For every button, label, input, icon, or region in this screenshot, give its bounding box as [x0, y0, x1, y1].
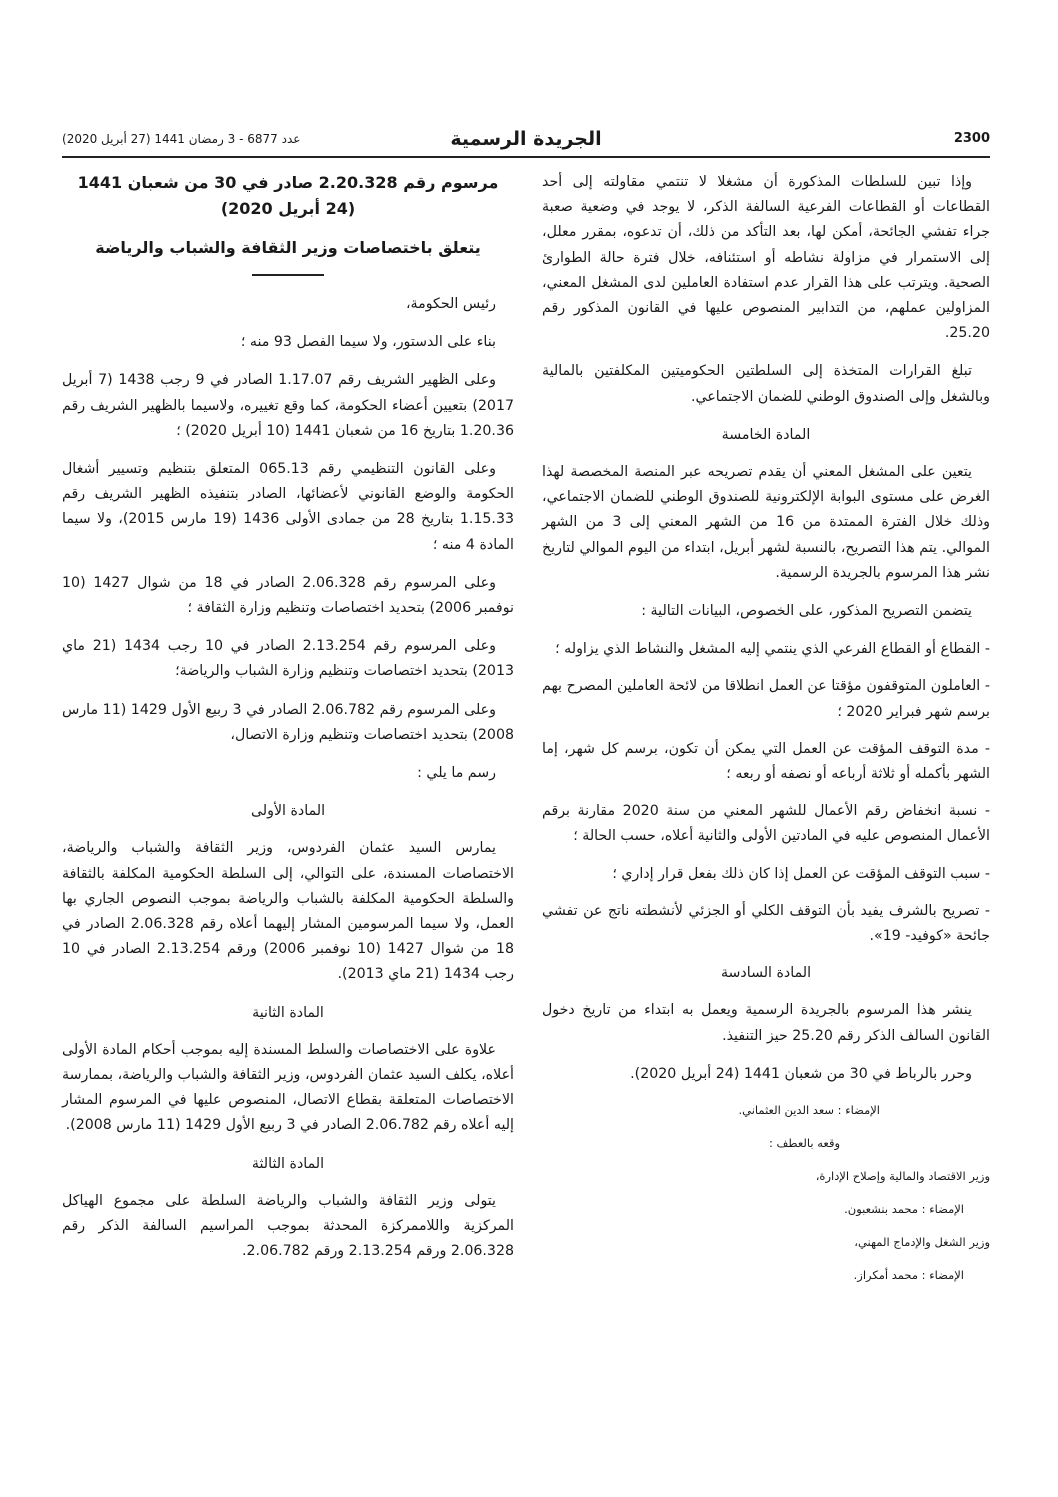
- signature-block: [542, 1100, 990, 1285]
- paragraph: يتولى وزير الثقافة والشباب والرياضة السلطة على مجموع الهياكل المركزية واللاممركزة المحدثة بموجب المراسيم السالفة الذكر رقم 2.06.328 ورقم 2.13.254 ورقم 2.06.782.: [62, 1192, 514, 1260]
- list-item: - تصريح بالشرف يفيد بأن التوقف الكلي أو الجزئي لأنشطته ناتج عن تفشي جائحة «كوفيد- 19».: [542, 902, 990, 945]
- list-item: - العاملون المتوقفون مؤقتا عن العمل انطلاقا من لائحة العاملين المصرح بهم برسم شهر فبراير 2020 ؛: [542, 678, 990, 720]
- paragraph: وعلى المرسوم رقم 2.06.782 الصادر في 3 ربيع الأول 1429 (11 مارس 2008) بتحديد اختصاصات وتنظيم وزارة الاتصال،: [62, 701, 514, 743]
- page-number: 2300: [953, 131, 990, 146]
- list-item: - سبب التوقف المؤقت عن العمل إذا كان ذلك بفعل قرار إداري ؛: [612, 865, 990, 882]
- date-line: وحرر بالرباط في 30 من شعبان 1441 (24 أبريل 2020).: [630, 1065, 972, 1082]
- paragraph: علاوة على الاختصاصات والسلط المسندة إليه بموجب أحكام المادة الأولى أعلاه، يكلف السيد عثمان الفردوس، وزير الثقافة والشباب والرياضة، بممارسة الاختصاصات المتعلقة بقطاع الاتصال، المنصوص عليها في المرسوم المشار إليه أعلاه رقم 2.06.782 الصادر في 3 ربيع الأول 1429 (11 مارس 2008).: [62, 1041, 514, 1134]
- right-column: [542, 170, 990, 1298]
- paragraph: وعلى الظهير الشريف رقم 1.17.07 الصادر في 9 رجب 1438 (7 أبريل 2017) بتعيين أعضاء الحكومة، كما وقع تغييره، ولاسيما بالظهير الشريف رقم 1.20.36 بتاريخ 16 من شعبان 1441 (10 أبريل 2020) ؛: [62, 372, 514, 439]
- issue-info: عدد 6877 - 3 رمضان 1441 (27 أبريل 2020): [62, 132, 301, 146]
- declaration-list: [542, 637, 990, 949]
- article-heading: المادة الثالثة: [251, 1155, 325, 1172]
- article-heading: المادة الأولى: [250, 803, 326, 820]
- decree-subtitle: يتعلق باختصاصات وزير الثقافة والشباب والرياضة: [95, 238, 481, 257]
- list-item: - القطاع أو القطاع الفرعي الذي ينتمي إليه المشغل والنشاط الذي يزاوله ؛: [555, 641, 990, 658]
- title-divider: [252, 274, 324, 276]
- header-rule: [62, 156, 990, 158]
- paragraph: بناء على الدستور، ولا سيما الفصل 93 منه ؛: [240, 334, 496, 351]
- minister-signature: الإمضاء : محمد بنشعبون.: [844, 1202, 964, 1217]
- page-header: [62, 128, 990, 152]
- gazette-title: الجريدة الرسمية: [450, 128, 602, 150]
- countersign-label: وقعه بالعطف :: [768, 1136, 840, 1151]
- paragraph: وعلى المرسوم رقم 2.06.328 الصادر في 18 من شوال 1427 (10 نوفمبر 2006) بتحديد اختصاصات وتنظيم وزارة الثقافة ؛: [62, 574, 514, 617]
- list-item: - مدة التوقف المؤقت عن العمل التي يمكن أن تكون، برسم كل شهر، إما الشهر بأكمله أو ثلاثة أرباعه أو نصفه أو ربعه ؛: [542, 740, 990, 783]
- left-column: [62, 170, 514, 1278]
- paragraph: تبلغ القرارات المتخذة إلى السلطتين الحكوميتين المكلفتين بالمالية وبالشغل وإلى الصندوق الوطني للضمان الاجتماعي.: [542, 363, 990, 405]
- article-heading: المادة الثانية: [252, 1004, 324, 1021]
- paragraph: رسم ما يلي :: [417, 765, 496, 782]
- signature-pm: الإمضاء : سعد الدين العثماني.: [738, 1103, 880, 1118]
- head-of-government: رئيس الحكومة،: [405, 296, 496, 312]
- paragraph: يمارس السيد عثمان الفردوس، وزير الثقافة والشباب والرياضة، الاختصاصات المسندة، على التوالي، إلى السلطة الحكومية المكلفة بالثقافة والسلطة الحكومية المكلفة بالشباب والرياضة بموجب النصوص الجاري بها العمل، ولا سيما المرسومين المشار إليهما أعلاه رقم 2.06.328 الصادر في 18 من شوال 1427 (10 نوفمبر 2006) ورقم 2.13.254 الصادر في 10 رجب 1434 (21 ماي 2013).: [62, 840, 515, 983]
- paragraph: وإذا تبين للسلطات المذكورة أن مشغلا لا تنتمي مقاولته إلى أحد القطاعات أو القطاعات الفرعية السالفة الذكر، لا يوجد في وضعية صعبة جراء تفشي الجائحة، أمكن لها، بعد التأكد من ذلك، أن تدعوه، بمقرر معلل، إلى الاستمرار في مزاولة نشاطه أو استئنافه، خلال فترة حالة الطوارئ الصحية. ويترتب على هذا القرار عدم استفادة العاملين لدى المشغل المعني، المزاولين عملهم، من التدابير المنصوص عليها في القانون المذكور رقم 25.20.: [542, 174, 990, 342]
- paragraph: ينشر هذا المرسوم بالجريدة الرسمية ويعمل به ابتداء من تاريخ دخول القانون السالف الذكر رقم 25.20 حيز التنفيذ.: [542, 1002, 990, 1044]
- minister-signature: الإمضاء : محمد أمكراز.: [853, 1268, 964, 1283]
- decree-title: مرسوم رقم 2.20.328 صادر في 30 من شعبان 1441 (24 أبريل 2020): [77, 173, 499, 218]
- article-heading: المادة السادسة: [720, 965, 812, 982]
- list-item: - نسبة انخفاض رقم الأعمال للشهر المعني من سنة 2020 مقارنة برقم الأعمال المنصوص عليه في المادتين الأولى والثانية أعلاه، حسب الحالة ؛: [542, 803, 990, 845]
- paragraph: وعلى المرسوم رقم 2.13.254 الصادر في 10 رجب 1434 (21 ماي 2013) بتحديد اختصاصات وتنظيم وزارة الشباب والرياضة؛: [62, 638, 514, 680]
- article-heading: المادة الخامسة: [721, 426, 811, 443]
- paragraph: يتضمن التصريح المذكور، على الخصوص، البيانات التالية :: [641, 603, 972, 620]
- minister-title: وزير الاقتصاد والمالية وإصلاح الإدارة،: [815, 1169, 990, 1184]
- paragraph: وعلى القانون التنظيمي رقم 065.13 المتعلق بتنظيم وتسيير أشغال الحكومة والوضع القانوني لأعضائها، الصادر بتنفيذه الظهير الشريف رقم 1.15.33 بتاريخ 28 من جمادى الأولى 1436 (19 مارس 2015)، ولا سيما المادة 4 منه ؛: [62, 461, 514, 553]
- paragraph: يتعين على المشغل المعني أن يقدم تصريحه عبر المنصة المخصصة لهذا الغرض على مستوى البوابة الإلكترونية للصندوق الوطني للضمان الاجتماعي، وذلك خلال الفترة الممتدة من 16 من الشهر المعني إلى 3 من الشهر الموالي. يتم هذا التصريح، بالنسبة لشهر أبريل، ابتداء من اليوم الموالي لتاريخ نشر هذا المرسوم بالجريدة الرسمية.: [542, 464, 990, 581]
- minister-title: وزير الشغل والإدماج المهني،: [854, 1235, 990, 1250]
